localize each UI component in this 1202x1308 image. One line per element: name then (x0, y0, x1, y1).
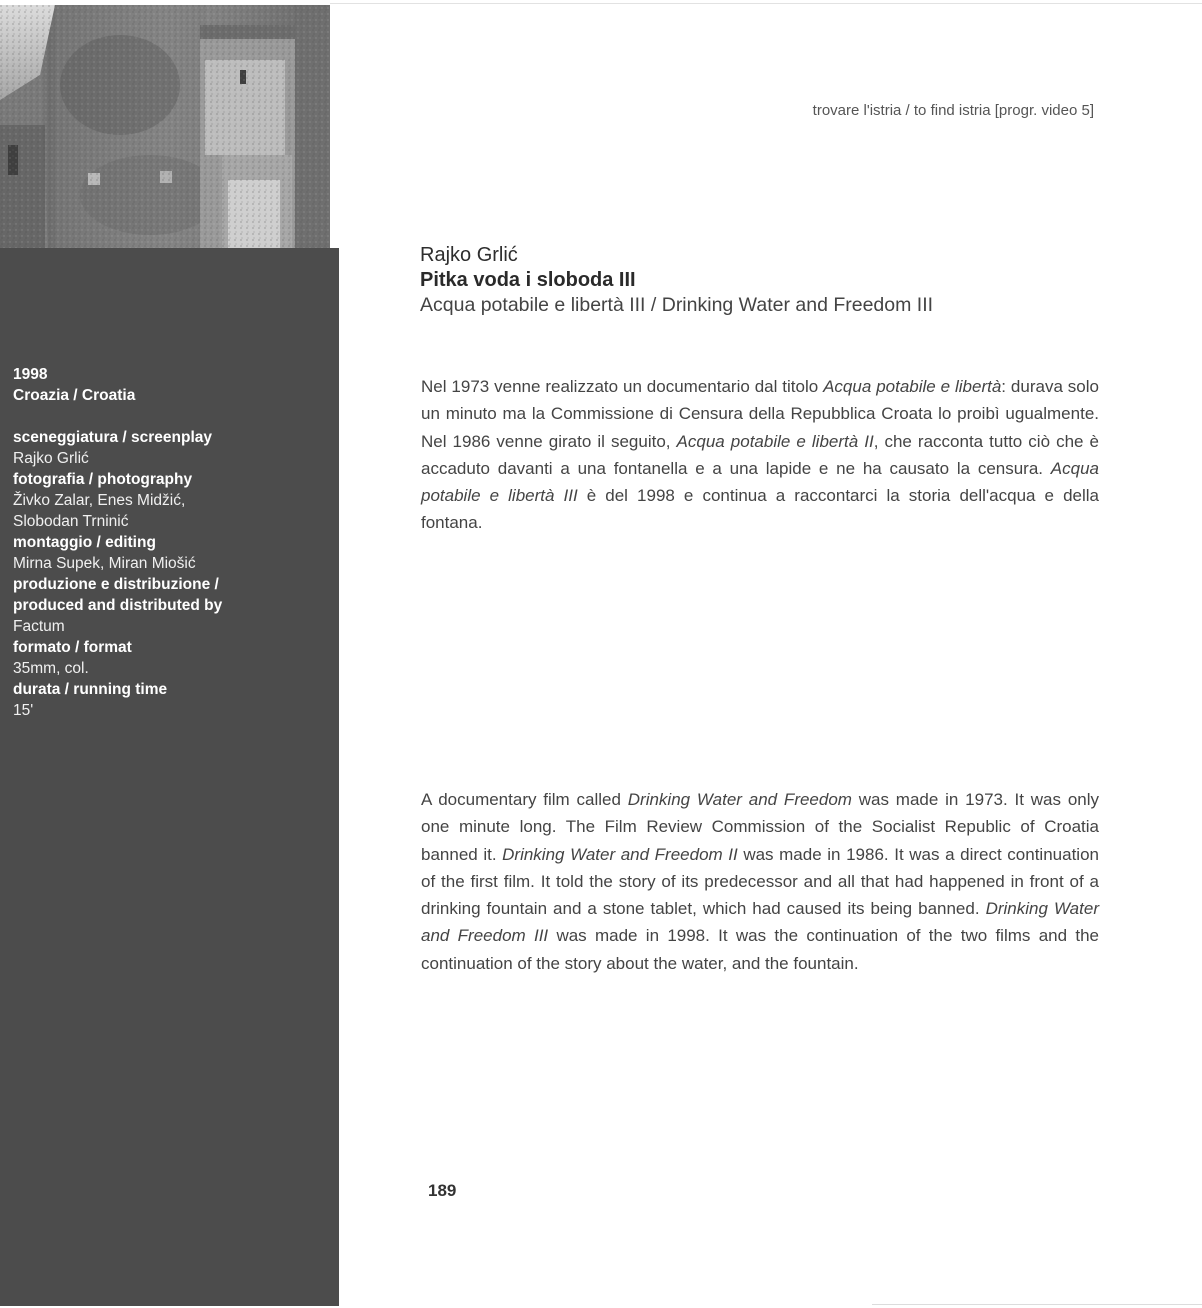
fountain-photo (0, 5, 330, 248)
author: Rajko Grlić (420, 244, 518, 266)
country: Croazia / Croatia (13, 387, 136, 404)
film-title: Pitka voda i sloboda III (420, 269, 636, 291)
photography-label: fotografia / photography (13, 471, 193, 488)
screenplay-label: sceneggiatura / screenplay (13, 429, 213, 446)
english-synopsis: A documentary film called Drinking Water and Freedom was made in 1973. It was only one minute long. The Film Review Commission of the Socialist Republic of Croatia banned it. Drinking Water and Freedom II was made in 1986. It was a direct continuation of the first film. It told the story of its predecessor and all that had happened in front of a drinking fountain and a stone tablet, which had caused its being banned. Drinking Water and Freedom III was made in 1998. It was the continuation of the two films and the continuation of the story about the water, and the fountain. (421, 790, 1100, 973)
editing-value: Mirna Supek, Miran Miošić (13, 555, 196, 572)
editing-label: montaggio / editing (13, 534, 156, 551)
credits-sidebar (0, 248, 339, 1306)
production-label-1: produzione e distribuzione / (13, 576, 219, 593)
year: 1998 (13, 366, 48, 383)
top-rule (330, 3, 1202, 4)
format-value: 35mm, col. (13, 660, 89, 677)
title-block (420, 243, 1120, 318)
bottom-rule (872, 1304, 1202, 1305)
duration-value: 15' (13, 702, 34, 719)
film-subtitle: Acqua potabile e libertà III / Drinking Water and Freedom III (420, 294, 934, 316)
page-number: 189 (428, 1181, 457, 1200)
production-label-2: produced and distributed by (13, 597, 223, 614)
photography-value-2: Slobodan Trninić (13, 513, 129, 530)
italian-synopsis: Nel 1973 venne realizzato un documentario dal titolo Acqua potabile e libertà: durava solo un minuto ma la Commissione di Censura della Repubblica Croata lo proibì ugualmente. Nel 1986 venne girato il seguito, Acqua potabile e libertà II, che racconta tutto ciò che è accaduto davanti a una fontanella e a una lapide e ne ha causato la censura. Acqua potabile e libertà III è del 1998 e continua a raccontarci la storia dell'acqua e della fontana. (421, 377, 1099, 533)
production-value: Factum (13, 618, 65, 635)
photography-value-1: Živko Zalar, Enes Midžić, (13, 492, 186, 509)
duration-label: durata / running time (13, 681, 168, 698)
format-label: formato / format (13, 639, 132, 656)
running-head: trovare l'istria / to find istria [progr. video 5] (812, 102, 1094, 119)
credits-list (13, 364, 333, 721)
screenplay-value: Rajko Grlić (13, 450, 89, 467)
